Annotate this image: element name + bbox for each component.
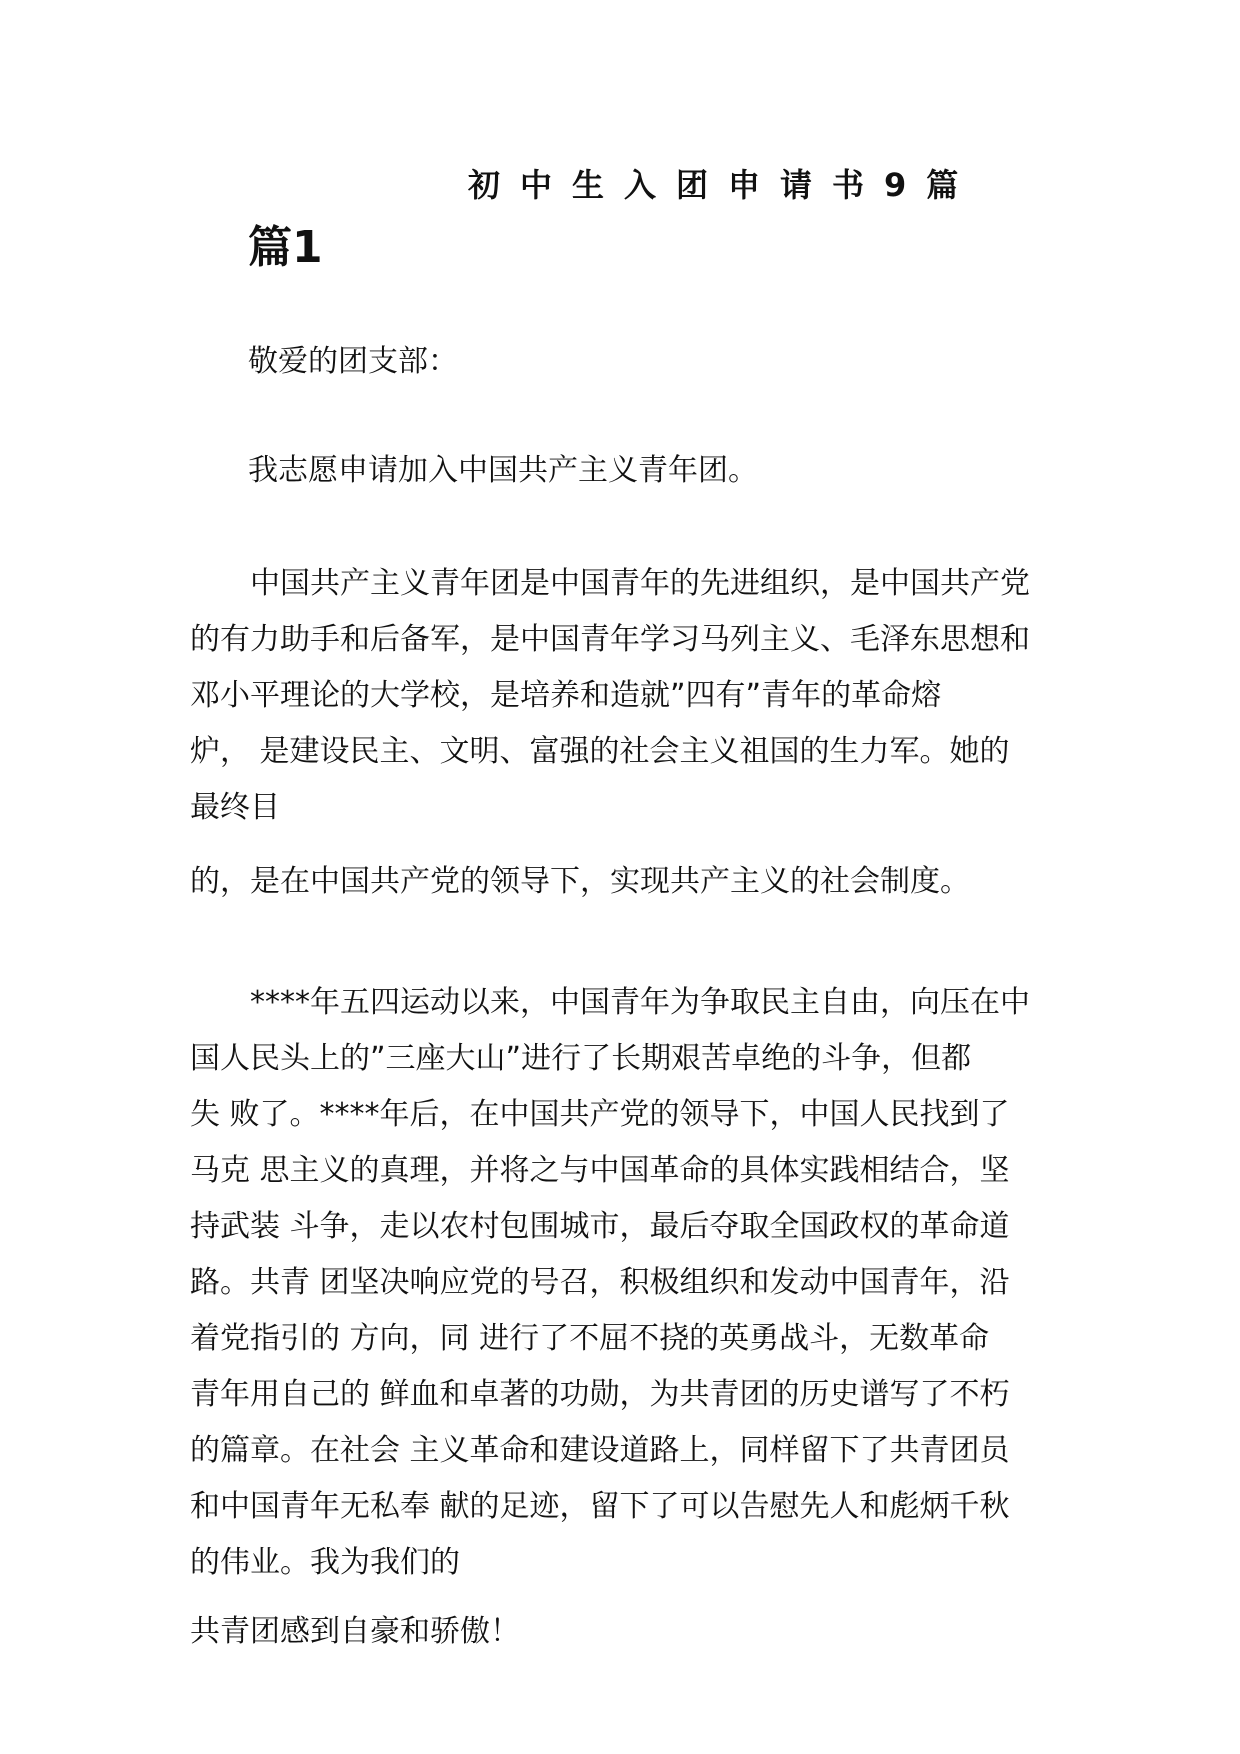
- paragraph-2-line: 失 败了。****年后，在中国共产党的领导下，中国人民找到了: [190, 1097, 1010, 1132]
- paragraph-2-line: 青年用自己的 鲜血和卓著的功勋，为共青团的历史谱写了不朽: [190, 1377, 1010, 1412]
- paragraph-1-continuation: 的，是在中国共产党的领导下，实现共产主义的社会制度。: [190, 864, 970, 899]
- paragraph-2-line: 路。共青 团坚决响应党的号召，积极组织和发动中国青年，沿: [190, 1265, 1010, 1300]
- paragraph-2: [190, 975, 1070, 1591]
- paragraph-2-line: 的伟业。我为我们的: [190, 1545, 460, 1580]
- paragraph-2-line: 和中国青年无私奉 献的足迹，留下了可以告慰先人和彪炳千秋: [190, 1489, 1010, 1524]
- paragraph-1: [190, 556, 1070, 836]
- paragraph-2-line: 国人民头上的”三座大山”进行了长期艰苦卓绝的斗争，但都: [190, 1041, 972, 1076]
- paragraph-1-line: 的有力助手和后备军，是中国青年学习马列主义、毛泽东思想和: [190, 622, 1030, 657]
- paragraph-2-line: 持武装 斗争，走以农村包围城市，最后夺取全国政权的革命道: [190, 1209, 1010, 1244]
- paragraph-2-continuation: 共青团感到自豪和骄傲！: [190, 1614, 520, 1649]
- document-title: 初中生入团申请书9篇: [468, 166, 979, 204]
- paragraph-1-line: 炉， 是建设民主、文明、富强的社会主义祖国的生力军。她的: [190, 734, 1010, 769]
- paragraph-2-line: 的篇章。在社会 主义革命和建设道路上，同样留下了共青团员: [190, 1433, 1010, 1468]
- paragraph-1-line: 最终目: [190, 790, 280, 825]
- intro-sentence: 我志愿申请加入中国共产主义青年团。: [248, 453, 758, 488]
- paragraph-2-line: 马克 思主义的真理，并将之与中国革命的具体实践相结合，坚: [190, 1153, 1010, 1188]
- paragraph-1-line: 邓小平理论的大学校，是培养和造就”四有”青年的革命熔: [190, 678, 942, 713]
- salutation: 敬爱的团支部：: [248, 344, 458, 379]
- paragraph-2-line: 着党指引的 方向，同 进行了不屈不挠的英勇战斗，无数革命: [190, 1321, 990, 1356]
- paragraph-2-line: ****年五四运动以来，中国青年为争取民主自由，向压在中: [190, 985, 1030, 1020]
- section-heading: 篇1: [248, 222, 323, 273]
- paragraph-1-line: 中国共产主义青年团是中国青年的先进组织，是中国共产党: [190, 566, 1030, 601]
